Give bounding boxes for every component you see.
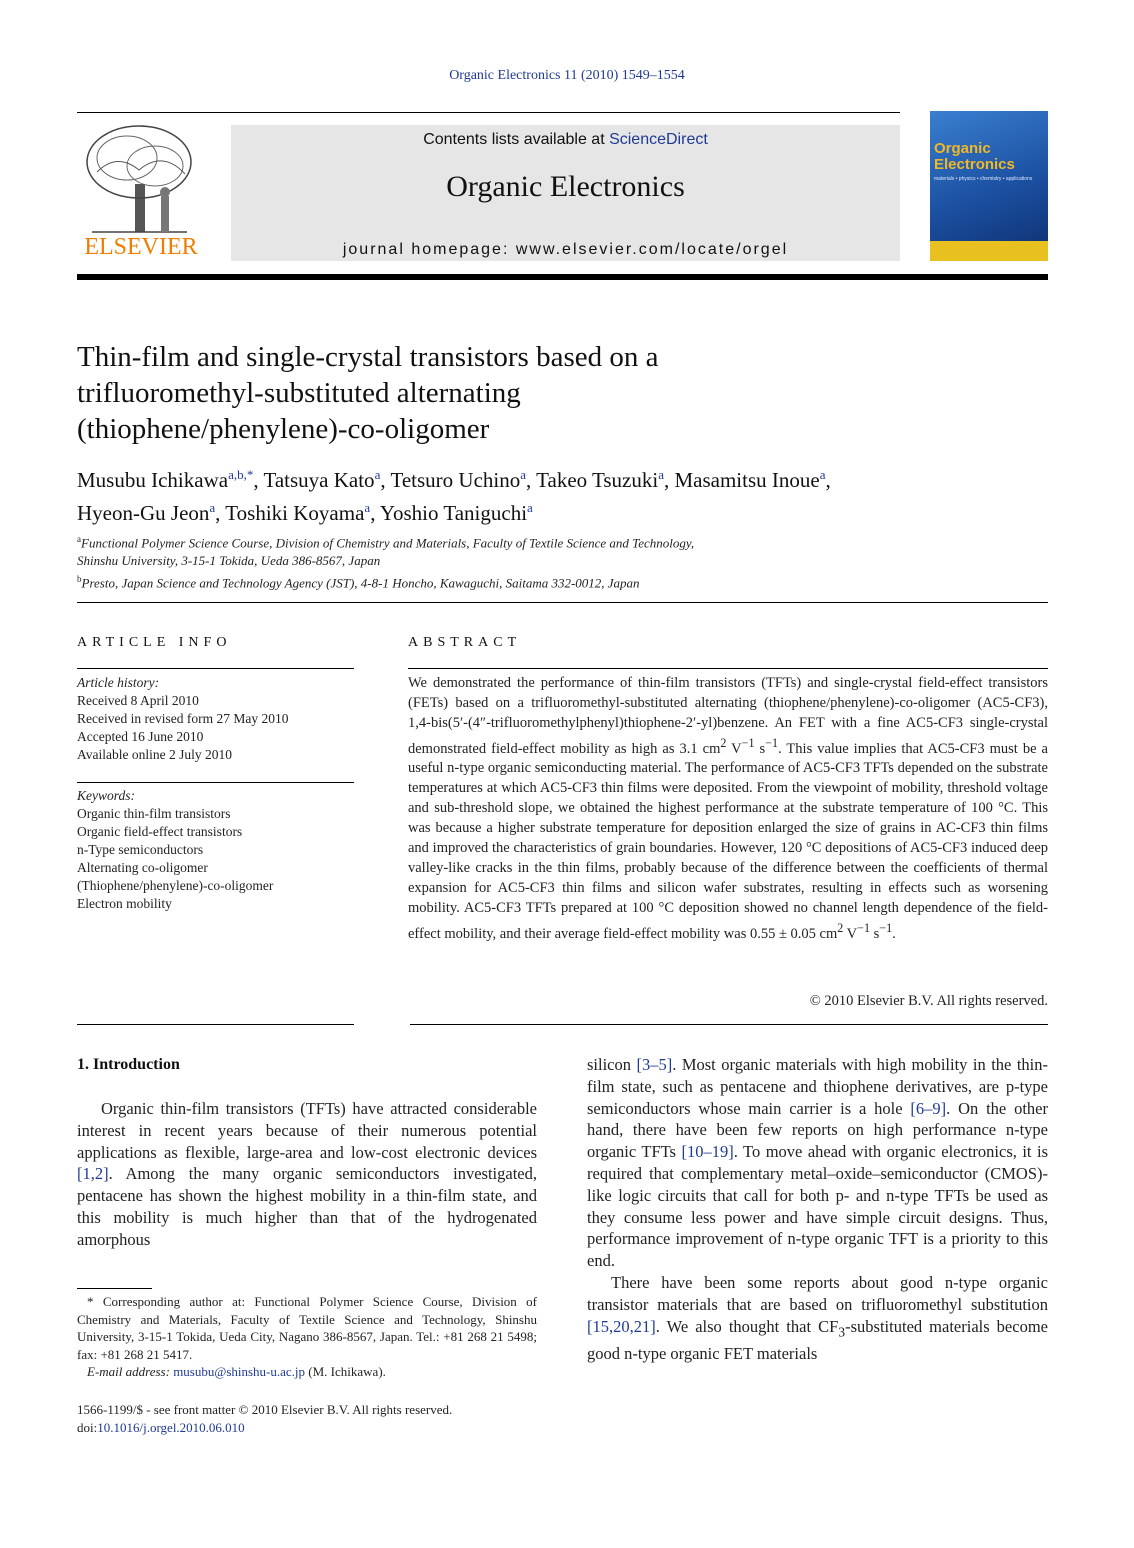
article-history <box>77 674 357 764</box>
author-sep: , <box>380 468 391 492</box>
affiliations <box>77 530 1057 593</box>
abstract-text <box>408 674 1048 944</box>
keyword-item: (Thiophene/phenylene)-co-oligomer <box>77 878 274 893</box>
abstract-part: . This value implies that AC5-CF3 must be a useful n-type organic semiconducting material. The performance of AC5-CF3 TFTs depended on the substrate temperatures at which AC5-CF3 thin films were deposited. From the viewpoint of mobility, threshold voltage and sub-threshold slope, we obtained the highest performance at the substrate temperature of 100 °C. This was because a higher substrate temperature for deposition enlarged the size of grains in AC-CF3 thin films and improved the characteristics of grain boundaries. However, 120 °C depositions of AC5-CF3 induced deep valley-like cracks in the thin films, probably because of the difference between the coefficients of thermal expansion for AC5-CF3 thin films and silicon wafer substrates, resulting in effects such as worsening mobility. AC5-CF3 TFTs prepared at 100 °C deposition showed no channel length dependence of the field-effect mobility, and their average field-effect mobility was 0.55 ± 0.05 cm <box>408 740 1048 942</box>
author-sep: , <box>215 501 226 525</box>
citation-link[interactable]: [3–5] <box>636 1055 673 1074</box>
cover-subtitle: materials • physics • chemistry • applications <box>934 176 1033 182</box>
abstract-part: V <box>843 925 858 942</box>
author: Tatsuya Kato <box>263 468 375 492</box>
doi-line <box>77 1419 547 1437</box>
history-item: Accepted 16 June 2010 <box>77 729 204 744</box>
intro-paragraph <box>587 1054 1048 1272</box>
author: Hyeon-Gu Jeon <box>77 501 210 525</box>
abstract-heading: ABSTRACT <box>408 635 522 650</box>
footnote-email-line <box>77 1363 537 1381</box>
intro-column-1 <box>77 1098 537 1251</box>
section-rule <box>77 602 1048 603</box>
keywords <box>77 787 357 913</box>
author-affil-link[interactable]: a <box>374 467 381 482</box>
intro-heading: 1. Introduction <box>77 1056 180 1073</box>
author-affil-link[interactable]: a <box>658 467 664 482</box>
masthead-thick-rule <box>77 274 1048 280</box>
doi-label: doi: <box>77 1420 98 1435</box>
article-info-heading: ARTICLE INFO <box>77 635 232 650</box>
intro-text: . Most organic materials with high mobility in the thin-film state, such as pentacene and thiophene derivatives, are p-type semiconductors whose main carrier is a hole <box>587 1055 1048 1118</box>
author-affil-link[interactable]: a <box>209 500 216 515</box>
author: Takeo Tsuzuki <box>536 468 659 492</box>
email-label: E-mail address: <box>87 1364 174 1379</box>
abstract-sup: −1 <box>741 735 755 750</box>
abstract-part: V <box>726 740 742 757</box>
sciencedirect-link[interactable]: ScienceDirect <box>609 131 708 148</box>
cover-title: Organic Electronics <box>934 140 1015 173</box>
abstract-sup: −1 <box>765 735 779 750</box>
intro-text: . To move ahead with organic electronics, it is required that complementary metal–oxide–semiconductor (CMOS)-like logic circuits that call for both p- and n-type TFTs be used as they consume less power and have simple circuit designs. Thus, performance improvement of n-type organic TFT is a priority to this end. <box>587 1142 1049 1271</box>
author-sep: , <box>825 468 831 492</box>
masthead <box>231 125 900 261</box>
article-info-rule <box>77 668 354 669</box>
cover-bar <box>930 241 1048 261</box>
journal-homepage-link[interactable]: journal homepage: www.elsevier.com/locate/orgel <box>342 241 789 258</box>
author-affil-link[interactable]: a <box>527 500 533 515</box>
intro-text: . Among the many organic semiconductors investigated, pentacene has shown the highest mobility in a thin-film state, and this mobility is much higher than that of the hydrogenated amorphous <box>77 1164 537 1249</box>
affiliation-a <box>77 530 1057 552</box>
contents-prefix: Contents lists available at <box>423 131 610 148</box>
affiliation-a-cont: Shinshu University, 3-15-1 Tokida, Ueda 386-8567, Japan <box>77 553 381 569</box>
article-info-rule <box>77 1024 354 1025</box>
copyright: © 2010 Elsevier B.V. All rights reserved. <box>809 993 1048 1009</box>
abstract-sup: −1 <box>879 920 893 935</box>
abstract-part: s <box>754 740 766 757</box>
author-affil-link[interactable]: a <box>819 467 826 482</box>
keyword-item: Organic thin-film transistors <box>77 806 231 821</box>
author: Musubu Ichikawa <box>77 468 229 492</box>
elsevier-logo <box>77 122 205 262</box>
history-item: Received in revised form 27 May 2010 <box>77 711 289 726</box>
author-sep: , <box>663 468 675 492</box>
affiliation-b <box>77 570 1057 592</box>
author-affil-link[interactable]: a <box>364 500 371 515</box>
author-sep: , <box>526 468 537 492</box>
abstract-rule <box>410 1024 1048 1025</box>
citation-link[interactable]: [1,2] <box>77 1164 109 1184</box>
journal-cover-image <box>930 111 1048 261</box>
author: Yoshio Taniguchi <box>379 501 528 525</box>
article-info-rule <box>77 782 354 783</box>
citation-link[interactable]: [6–9] <box>910 1098 947 1118</box>
article-title: Thin-film and single-crystal transistors based on a trifluoromethyl-substituted alternating (thiophene/phenylene)-co-oligomer <box>77 341 659 445</box>
intro-subscript: 3 <box>838 1323 846 1339</box>
affiliation-marker: a <box>77 534 81 544</box>
keyword-item: Electron mobility <box>77 896 172 911</box>
abstract-sup: 2 <box>720 735 727 750</box>
email-link[interactable]: musubu@shinshu-u.ac.jp <box>173 1364 306 1379</box>
intro-text: Organic thin-film transistors (TFTs) have attracted considerable interest in recent years because of their numerous potential applications as flexible, large-area and low-cost electronic devices <box>77 1099 537 1162</box>
front-matter-line: 1566-1199/$ - see front matter © 2010 Elsevier B.V. All rights reserved. <box>77 1402 453 1417</box>
intro-text: . We also thought that CF <box>655 1316 839 1336</box>
keyword-item: Organic field-effect transistors <box>77 824 243 839</box>
history-label: Article history: <box>77 675 160 690</box>
intro-paragraph <box>587 1272 1048 1364</box>
footnote-mark: * <box>87 1294 94 1309</box>
journal-name: Organic Electronics <box>446 170 685 203</box>
email-suffix: (M. Ichikawa). <box>305 1364 386 1379</box>
contents-line <box>231 131 900 149</box>
history-item: Received 8 April 2010 <box>77 693 199 708</box>
footnote-text <box>77 1293 537 1363</box>
abstract-sup: −1 <box>857 920 871 935</box>
footnote-rule <box>77 1288 152 1289</box>
elsevier-wordmark: ELSEVIER <box>84 234 198 260</box>
abstract-part: . <box>892 925 896 942</box>
corresponding-author-footnote <box>77 1293 537 1381</box>
keyword-item: n-Type semiconductors <box>77 842 204 857</box>
abstract-part: s <box>870 925 880 942</box>
abstract-rule <box>408 668 1048 669</box>
affiliation-text: Functional Polymer Science Course, Division of Chemistry and Materials, Faculty of Textile Science and Technology, <box>81 535 695 551</box>
author-sep: , <box>253 468 264 492</box>
author-affil-link[interactable]: a <box>520 467 527 482</box>
abstract-part: We demonstrated the performance of thin-film transistors (TFTs) and single-crystal field-effect transistors (FETs) based on a trifluoromethyl-substituted alternating (thiophene/phenylene)-co-oligomer (AC5-CF3), 1,4-bis(5′-(4″-trifluoromethylphenyl)thiophene-2′-yl)benzene. An FET with a fine AC5-CF3 single-crystal demonstrated field-effect mobility as high as 3.1 cm <box>408 675 1048 757</box>
intro-text: silicon <box>587 1055 637 1074</box>
footnote-body: Corresponding author at: Functional Polymer Science Course, Division of Chemistry and Materials, Faculty of Textile Science and Technology, Shinshu University, 3-15-1 Tokida, Ueda City, Nagano 386-8567, Japan. Tel.: +81 268 21 5498; fax: +81 268 21 5417. <box>77 1294 537 1362</box>
history-item: Available online 2 July 2010 <box>77 747 232 762</box>
author: Toshiki Koyama <box>225 501 365 525</box>
keyword-item: Alternating co-oligomer <box>77 860 208 875</box>
author-affil-link[interactable]: a,b,* <box>228 467 254 482</box>
author-sep: , <box>370 501 380 525</box>
citation-link[interactable]: [10–19] <box>681 1142 734 1162</box>
intro-column-2 <box>587 1054 1048 1364</box>
author: Masamitsu Inoue <box>674 468 820 492</box>
intro-text: There have been some reports about good n-type organic transistor materials that are based on trifluoromethyl substitution <box>587 1272 1048 1314</box>
abstract-sup: 2 <box>837 920 844 935</box>
doi-link[interactable]: 10.1016/j.orgel.2010.06.010 <box>97 1420 245 1435</box>
intro-text: -substituted materials become good n-type organic FET materials <box>587 1316 1048 1363</box>
header-rule <box>77 112 900 113</box>
keywords-label: Keywords: <box>77 788 135 803</box>
intro-text: . On the other hand, there have been few reports on high performance n-type organic TFTs <box>587 1098 1048 1162</box>
author: Tetsuro Uchino <box>390 468 521 492</box>
author-list <box>77 461 1057 527</box>
journal-reference-link[interactable]: Organic Electronics 11 (2010) 1549–1554 <box>449 68 685 83</box>
citation-link[interactable]: [15,20,21] <box>587 1316 656 1336</box>
affiliation-text: Presto, Japan Science and Technology Agency (JST), 4-8-1 Honcho, Kawaguchi, Saitama 332-0012, Japan <box>81 575 640 591</box>
affiliation-marker: b <box>77 574 82 585</box>
front-matter <box>77 1401 547 1437</box>
